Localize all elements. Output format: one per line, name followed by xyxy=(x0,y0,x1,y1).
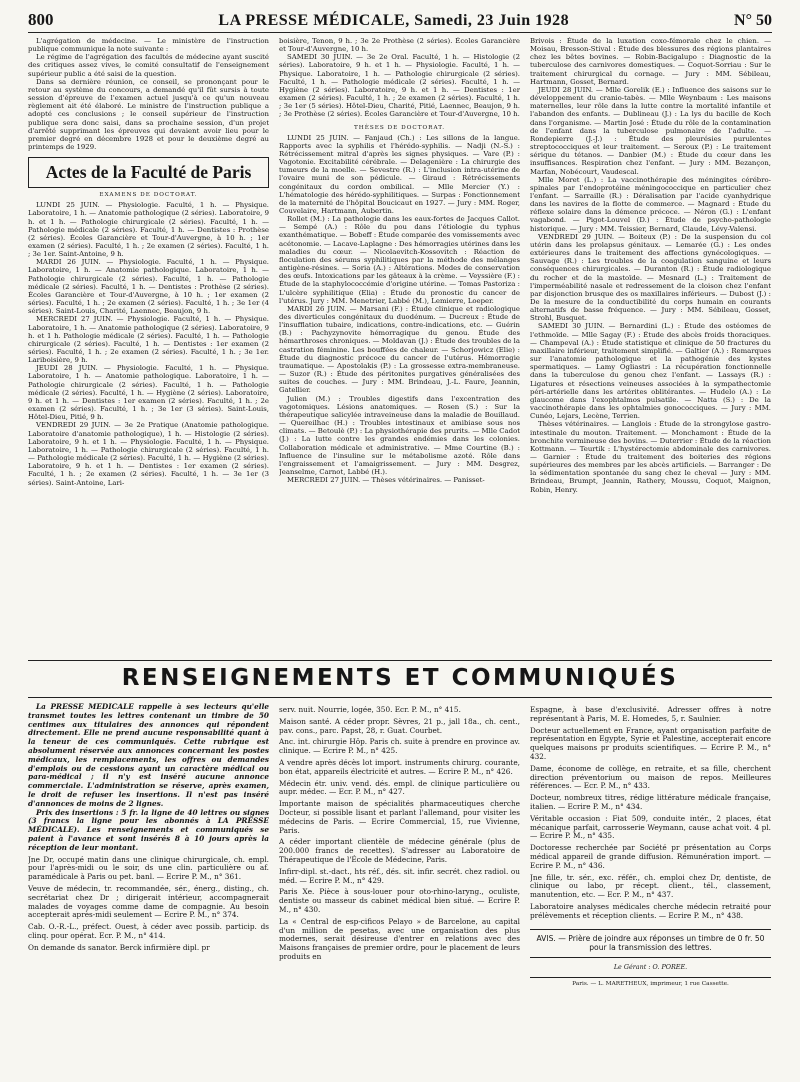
classified-ad: Jne Dr, occupé matin dans une clinique chirurgicale, ch. empl. pour l'après-midi ou le soir, ds une clin. particulière ou af. paramédicale à Paris ou pet. banl. — Ecrire P. M., n° 361. xyxy=(28,854,269,882)
thesis-day: MERCREDI 27 JUIN. — Thèses vétérinaires. — Panisset- xyxy=(287,476,485,485)
issue-number: N° 50 xyxy=(734,12,772,29)
ad-list xyxy=(530,706,771,921)
agregation-paragraph: Dans sa dernière réunion, ce conseil, se prononçant pour le retour au système du concours, a demandé qu'il fût sursis à toute session d'épreuve de l'examen actuel jusqu'à ce qu'un nouveau règlement ait été élaboré. Le ministre de l'instruction publique a adopté ces conclusions ; le conseil supérieur de l'instruction publique sera donc saisi, dans sa prochaine session, d'un projet d'arrêté supprimant les épreuves qui devaient avoir lieu pour le premier degré en décembre 1928 et pour le deuxième degré au printemps de 1929. xyxy=(28,77,269,152)
classified-ad: serv. nuit. Nourrie, logée, 350. Ecr. P. M., n° 415. xyxy=(279,705,461,714)
thesis-day: Mlle Moret (L.) : La vaccinothérapie des méningites cérébro-spinales par l'endoprotéine méningococcique en particulier chez l'enfant. — Sarraille (R.) : Déralisation par l'acide cyanhydrique dans les navires de la flotte de commerce. — Magnard : Étude du réflexe solaire dans la démence précoce. — Néron (G.) : L'enfant vagabond. — Pigot-Louvel (D.) : Étude de psycho-pathologie historique. — Jury : MM. Teissier, Bernard, Claude, Lévy-Valensi. xyxy=(530,175,771,233)
classified-ad: A céder important clientèle de médecine générale (plus de 200.000 francs de recettes). S'adresser au Laboratoire de Thérapeutique de l'École de Médecine, Paris. xyxy=(279,837,520,864)
exam-day: boisière, Tenon, 9 h. ; 3e 2e Prothèse (2 séries). Écoles Garancière et Tour-d'Auvergne, 10 h. xyxy=(279,37,520,54)
agregation-paragraph: Le régime de l'agrégation des facultés de médecine ayant suscité des critiques assez vives, le comité consultatif de l'enseignement supérieur public a été saisi de la question. xyxy=(28,53,269,78)
upper-columns xyxy=(28,37,772,657)
classified-ad: La « Central de esp-cificos Pelayo » de Barcelone, au capital d'un million de pesetas, avec une organisation des plus modernes, serait désireuse d'entrer en relations avec des Maisons françaises de premier ordre, pour le placement de leurs produits en xyxy=(279,916,520,961)
section-title-box: Actes de la Faculté de Paris xyxy=(28,157,269,188)
classified-ad: Paris Xe. Pièce à sous-louer pour oto-rhino-laryng., oculiste, dentiste ou masseur ds cabinet médical bien situé. — Ecrire P. M., n° 430. xyxy=(279,887,520,914)
exam-day: LUNDI 25 JUIN. — Physiologie. Faculté, 1 h. — Physique. Laboratoire, 1 h. — Anatomie pathologique (2 séries). Laboratoire, 9 h. et 1 h. — Pathologie chirurgicale (2 séries). Faculté, 1 h. — Pathologie médicale (2 séries). Faculté, 1 h. — Dentistes : Prothèse (2 séries). Écoles Garancière et Tour-d'Auvergne, à 10 h. ; 1er examen (2 séries). Faculté, 1 h. ; 2e examen (2 séries). Faculté, 1 h. ; 3e 1er. Saint-Antoine, 9 h. xyxy=(28,201,269,259)
exam-day: MARDI 26 JUIN. — Physiologie. Faculté, 1 h. — Physique. Laboratoire, 1 h. — Anatomie pathologique. Laboratoire, 1 h. — Pathologie chirurgicale (2 séries). Faculté, 1 h. — Pathologie médicale (2 séries). Faculté, 1 h. — Dentistes : Prothèse (2 séries). Écoles Garancière et Tour-d'Auvergne, à 10 h. ; 1er examen (2 séries). Faculté, 1 h. ; 2e examen (2 séries). Faculté, 1 h. ; 3e 1er (4 séries). Saint-Louis, Charité, Laennec, Beaujon, 9 h. xyxy=(28,258,269,316)
exam-day: VENDREDI 29 JUIN. — 3e 2e Pratique (Anatomie pathologique. Laboratoire d'anatomie pathologique), 1 h. — Histologie (2 séries). Laboratoire, 9 h. et 1 h. — Physiologie. Faculté, 1 h. — Physique. Laboratoire, 1 h. — Pathologie chirurgicale (2 séries). Faculté, 1 h. — Pathologie médicale (2 séries). Faculté, 1 h. — Hygiène (2 séries). Laboratoire, 9 h. et 1 h. — Dentistes : 1er examen (2 séries). Faculté, 1 h. ; 2e examen (2 séries). Faculté, 1 h. — 3e 1er (3 séries). Saint-Antoine, Lari- xyxy=(28,421,269,487)
classified-ad: Docteur actuellement en France, ayant organisation parfaite de représentation en Egypte, Syrie et Palestine, accepterait encore quelques maisons pr produits scientifiques. — Ecrire P. M., n° 432. xyxy=(530,725,771,761)
classified-ad: Jne fille, tr. sér., exc. référ., ch. emploi chez Dr, dentiste, de clinique ou labo, pr récept. client., tél., classement, manutention, etc. — Ecr. P. M., n° 437. xyxy=(530,872,771,900)
classified-ad: On demande ds sanator. Berck infirmière dipl. pr xyxy=(28,942,210,952)
subsection-caption: EXAMENS DE DOCTORAT. xyxy=(99,192,198,199)
printer-imprint: Paris. — L. MARETHEUX, imprimeur, 1 rue Cassette. xyxy=(530,977,771,987)
classifieds-rates: Prix des insertions : 5 fr. la ligne de 40 lettres ou signes (3 francs la ligne pour les abonnés à LA PRESSE MÉDICALE). Les renseignements et communiqués se paient à l'avance et sont insérés 8 à 10 jours après la réception de leur montant. xyxy=(28,807,269,852)
column-1 xyxy=(28,37,269,657)
subsection-caption: THÈSES DE DOCTORAT. xyxy=(353,124,446,131)
thesis-day: LUNDI 25 JUIN. — Fanjaud (Ch.) : Les sillons de la langue. Rapports avec la syphilis et l'hérédo-syphilis. — Nadji (N.-S.) : Rétrécissement mitral d'après les signes physiques. — Vare (P.) : Vagotonie. Excitabilité cérébrale. — Delagenière : La chirurgie des tumeurs de la moelle. — Sevestre (R.) : L'inclusion intra-utérine de l'ovaire muni de son pédicule. — Giraud : Rétrécissements congénitaux du cordon ombilical. — Mlle Mercier (Y.) : L'hématologie des hérédo-syphilitiques. — Surpas : Fonctionnement de la maternité de l'hôpital Boucicaut en 1927. — Jury : MM. Roger, Couvelaire, Hartmann, Aubertin. xyxy=(279,133,520,215)
thesis-day: VENDREDI 29 JUIN. — Boiteux (P.) : De la suspension du col utérin dans les prolapsus génitaux. — Lemarée (G.) : Les ondes extérieures dans le traitement des affections gynécologiques. — Sauvage (R.) : Les troubles de la coagulation sanguine et leurs conséquences chirurgicales. — Duranton (R.) : Étude radiologique du rocher et de la mastoïde. — Mesnard (L.) : Traitement de l'imperméabilité nasale et redressement de la cloison chez l'enfant par disjonction brusque des os maxillaires inférieurs. — Dubost (J.) : De la mesure de la conductibilité du corps humain en courants alternatifs de basse fréquence. — Jury : MM. Sébileau, Gosset, Strohl, Busquet. xyxy=(530,232,771,323)
classified-ad: Véritable occasion : Fiat 509, conduite intér., 2 places, état mécanique parfait, carrosserie Weymann, cause achat voit. 4 pl. — Ecrire P. M., n° 435. xyxy=(530,813,771,841)
classifieds-column-3 xyxy=(530,703,771,1075)
thesis-day: Rollet (M.) : La pathologie dans les eaux-fortes de Jacques Callot. — Sempé (A.) : Rôle du pou dans l'étiologie du typhus exanthématique. — Bobeff : Étude comparée des vomissements avec acétonomie. — Lacave-Laplagne : Des hémorragies utérines dans les maladies du cœur. — Nicolaevitch-Kossovitch : Réaction de floculation des sérums syphilitiques par la méthode des mélanges antigène-résines. — Soria (A.) : Altérations. Modes de conservation des œufs. Intoxications par les gâteaux à la crème. — Veyssière (F.) : Étude de la staphylococcémie d'origine utérine. — Tomas Pastoriza : L'ulcère syphilitique (Elia) : Étude du pronostic du cancer de l'utérus. Jury : MM. Menetrier, Labbé (M.), Lemierre, Loeper. xyxy=(279,215,520,305)
classified-ad: Doctoresse recherchée par Société pr présentation au Corps médical appareil de grande diffusion. Rémunération import. — Ecrire P. M., n° 436. xyxy=(530,843,771,870)
classified-ad: Anc. int. chirurgie Hôp. Paris ch. suite à prendre en province av. clinique. — Ecrire P. M., n° 425. xyxy=(279,737,520,756)
column-3 xyxy=(530,37,771,657)
masthead-title: LA PRESSE MÉDICALE, Samedi, 23 Juin 1928 xyxy=(218,12,570,29)
classified-ad: Médecin étr. univ. vend. dés. empl. de clinique particulière ou aupr. médec. — Ecr. P. M., n° 427. xyxy=(279,778,520,797)
classified-ad: Importante maison de spécialités pharmaceutiques cherche Docteur, si possible lisant et parlant l'allemand, pour visiter les médecins de Paris. — Ecrire Commercial, 15, rue Vivienne, Paris. xyxy=(279,799,520,835)
thesis-day: Julien (M.) : Troubles digestifs dans l'excentration des vagotomiques. Lésions anatomiques. — Rosen (S.) : Sur la thérapeutique salicylée intraveineuse dans la maladie de Bouillaud. — Quereilhac (H.) : Troubles intestinaux et amibiase sous nos climats. — Betoulè (P.) : La physiothérapie des prurits. — Mlle Cadot (J.) : La lutte contre les grandes endémies dans les colonies. Collaboration médicale et administrative. — Mme Courtine (B.) : Influence de l'insuline sur le métabolisme azoté. Rôle dans l'engraissement et l'amaigrissement. — Jury : MM. Desgrez, Jeanselme, Carnot, Labbé (H.). xyxy=(279,394,520,476)
classifieds-heading: RENSEIGNEMENTS ET COMMUNIQUÉS xyxy=(121,665,679,691)
classified-ad: Infirr-dipl. st.-dact., hts réf., dés. sit. infir. secrét. chez radiol. ou méd. — Ecrire P. M., n° 429. xyxy=(279,866,520,885)
classified-ad: Laboratoire analyses médicales cherche médecin retraité pour prélèvements et réception clients. — Ecrire P. M., n° 438. xyxy=(530,901,771,920)
running-head xyxy=(28,6,772,30)
classifieds-column-2 xyxy=(279,703,520,1075)
section-rule xyxy=(28,660,772,661)
thesis-day: SAMEDI 30 JUIN. — Bernardini (L.) : Étude des ostéomes de l'ethmoïde. — Mlle Sagay (F.) : Étude des abcès froids thoraciques. — Champeval (A.) : Étude statistique et clinique de 50 fractures du maxillaire inférieur, traitement simplifié. — Galtier (A.) : Remarques sur l'anatomie pathologique et la pathogénie des kystes spermatiques. — Lamy Ogliastri : La récupération fonctionnelle dans la tuberculose du genou chez l'enfant. — Lassays (R.) : Ligatures et résections veineuses associées à la sympathectomie péri-artérielle dans les artérites oblitérantes. — Hudelo (A.) : Le glaucome dans l'exophtalmos pulsatile. — Natta (S.) : De la vaccinothérapie dans les ophtalmies gonococciques. — Jury : MM. Cunéo, Lejars, Lecène, Terrien. xyxy=(530,322,771,421)
classified-ad: Dame, économe de collège, en retraite, et sa fille, cherchent direction préventorium ou maison de repos. Meilleures références. — Ecr. P. M., n° 433. xyxy=(530,763,771,791)
classified-ad: Cab. O.-R.-L., préfect. Ouest, à céder avec possib. particip. ds clinq. pour opérat. Ecr. P. M., n° 414. xyxy=(28,922,269,940)
classified-ad: A vendre après décès lot import. instruments chirurg. courante, bon état, appareils électricité et autres. — Ecrire P. M., n° 426. xyxy=(279,757,520,776)
thesis-day: Thèses vétérinaires. — Langlois : Étude de la strongylose gastro-intestinale du mouton. Traitement. — Monchamont : Étude de la bronchite vermineuse des bovins. — Duterrier : Étude de la réaction Kottmann. — Teurtik : L'hystérectomie abdominale des carnivores. — Garnier : Étude du traitement des boiteries des régions supérieures des membres par les abcès artificiels. — Barranger : De la sédimentation spontanée du sang chez le cheval — Jury : MM. Brindeau, Brumpt, Jeannin, Rathery, Moussu, Coquot, Maignon, Robin, Henry. xyxy=(530,420,771,494)
classified-ad: Veuve de médecin, tr. recommandée, sér., énerg., disting., ch. secrétariat chez Dr ; dirigerait intérieur, accompagnerait malades de voyages comme dame de compagnie. Au besoin accepterait après-midi seulement — Ecrire P. M., n° 374. xyxy=(28,883,269,920)
page-number: 800 xyxy=(28,10,54,29)
ad-list xyxy=(279,706,520,962)
classified-ad: Docteur, nombreux titres, rédige littérature médicale française, italien. — Ecrire P. M., n° 434. xyxy=(530,793,771,811)
agregation-paragraph: L'agrégation de médecine. — Le ministère de l'instruction publique communique la note suivante : xyxy=(28,37,269,54)
thesis-day: JEUDI 28 JUIN. — Mlle Gorelik (E.) : Influence des saisons sur le développement du cranio-tabès. — Mlle Weynbaum : Les maisons maternelles, leur rôle dans la lutte contre la mortalité infantile et l'abandon des enfants. — Dublineau (J.) : La lys du bacille de Koch dans l'organisme. — Martin José : Étude du rôle de la contamination de l'enfant dans la tuberculose pulmonaire de l'adulte. — Rondepierre (J.-J.) : Étude des pleurésies purulentes streptococciques et leur traitement. — Seroux (P.) : Le traitement sérique du tétanos. — Danbier (M.) : Étude du cœur dans les insuffisances. Respiration chez l'enfant. — Jury : MM. Bezançon, Marfan, Nobécourt, Vaudescal. xyxy=(530,85,771,176)
section-rule xyxy=(28,697,772,698)
classifieds-notice: La PRESSE MÉDICALE rappelle à ses lecteurs qu'elle transmet toutes les lettres contenant un timbre de 50 centimes aux titulaires des annonces qui répondent directement. Elle ne prend aucune responsabilité quant à la teneur de ces communiqués. Cette rubrique est absolument réservée aux annonces concernant les postes médicaux, les remplacements, les offres ou demandes d'emplois ou de cessions ayant un caractère médical ou para-médical ; il n'y est inséré aucune annonce commerciale. L'administration se réserve, après examen, le droit de refuser les insertions. Il n'est pas inséré d'annonces de moins de 2 lignes. xyxy=(28,703,269,808)
exam-day: SAMEDI 30 JUIN. — 3e 2e Oral. Faculté, 1 h. — Histologie (2 séries). Laboratoire, 9 h. et 1 h. — Physiologie. Faculté, 1 h. — Physique. Laboratoire, 1 h. — Pathologie chirurgicale (2 séries). Faculté, 1 h. — Pathologie médicale (2 séries). Faculté, 1 h. — Hygiène (2 séries). Laboratoire, 9 h. et 1 h. — Dentistes : 1er examen (2 séries). Faculté, 1 h. ; 2e examen (2 séries). Faculté, 1 h. ; 3e 1er (5 séries). Hôtel-Dieu, Charité, Pitié, Laennec, Beaujon, 9 h. ; 3e Prothèse (2 séries). Écoles Garancière et Tour-d'Auvergne, 10 h. xyxy=(279,53,520,119)
column-2 xyxy=(279,37,520,657)
thesis-day: Brivois : Étude de la luxation coxo-fémorale chez le chien. — Moisau, Bresson-Stival : Étude des blessures des régions plantaires chez les bêtes bovines. — Robin-Bacigalupo : Diagnostic de la tuberculose des carnivores domestiques. — Coquot-Sorriau : Sur le traitement chirurgical du cornage. — Jury : MM. Sébileau, Hartmann, Gosset, Bernard. xyxy=(530,37,771,86)
classifieds-columns xyxy=(28,703,772,1075)
gerant-line: Le Gérant : O. POREE. xyxy=(613,962,688,971)
exam-day: MERCREDI 27 JUIN. — Physiologie. Faculté, 1 h. — Physique. Laboratoire, 1 h. — Anatomie pathologique (2 séries). Laboratoire, 9 h. et 1 h. Pathologie médicale (2 séries). Faculté, 1 h. — Pathologie chirurgicale (2 séries). Faculté, 1 h. — Dentistes : 1er examen (2 séries). Faculté, 1 h. ; 2e examen (2 séries). Faculté, 1 h. ; 3e 1er. Lariboisière, 9 h. xyxy=(28,315,269,365)
classifieds-column-1 xyxy=(28,703,269,1075)
classified-ad: Espagne, à base d'exclusivité. Adresser offres à notre représentant à Paris, M. E. Homedes, 5, r. Saulnier. xyxy=(530,705,771,723)
header-rule xyxy=(28,32,772,33)
ad-list xyxy=(28,856,269,953)
avis-notice: AVIS. — Prière de joindre aux réponses un timbre de 0 fr. 50 pour la transmission des lettres. xyxy=(530,929,771,958)
classified-ad: Maison santé. A céder propr. Sèvres, 21 p., jall 18a., ch. cent., pav. cons., parc. Papst, 28, r. Guat. Courbet. xyxy=(279,716,520,735)
thesis-day: MARDI 26 JUIN. — Marsani (F.) : Étude clinique et radiologique des diverticules congénitaux du duodénum. — Ducreux : Étude de l'insufflation tubaire, indications, contre-indications, etc. — Guérin (B.) : Pachyzynovite hémorragique du genou. Étude des hémarthroses chroniques. — Moldavan (J.) : Étude des troubles de la castration féminine. Les bouffées de chaleur. — Schorjowicz (Elie) : Étude du diagnostic précoce du cancer de l'utérus. Hémorragie traumatique. — Apostolakis (P.) : La grossesse extra-membraneuse. — Suzor (R.) : Étude des péritonites purgatives généralisées des suites de couches. — Jury : MM. Brindeau, J.-L. Faure, Jeannin, Gatellier. xyxy=(279,304,520,395)
exam-day: JEUDI 28 JUIN. — Physiologie. Faculté, 1 h. — Physique. Laboratoire, 1 h. — Anatomie pathologique. Laboratoire, 1 h. — Pathologie chirurgicale (2 séries). Faculté, 1 h. — Pathologie médicale (2 séries). Faculté, 1 h. — Hygiène (2 séries). Laboratoire, 9 h. et 1 h. — Dentistes : 1er examen (2 séries). Faculté, 1 h. ; 2e examen (2 séries). Faculté, 1 h. ; 3e 1er (3 séries). Saint-Louis, Hôtel-Dieu, Pitié, 9 h. xyxy=(28,364,269,422)
